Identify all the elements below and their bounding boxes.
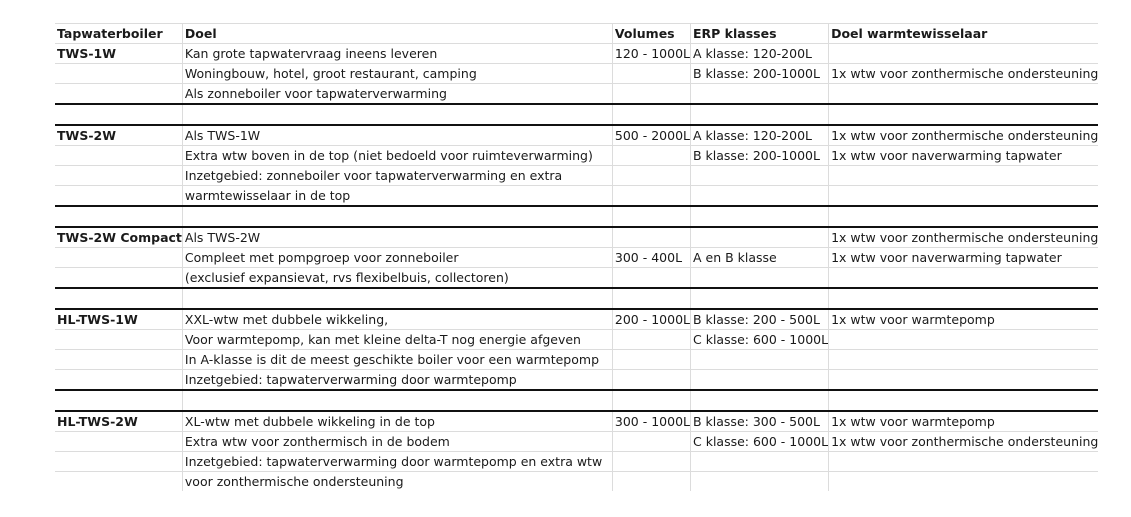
- separator-cell: [829, 288, 1099, 309]
- volumes-cell: [612, 166, 690, 186]
- volumes-cell: 500 - 2000L: [612, 125, 690, 146]
- erp-klasses-cell: A en B klasse: [691, 248, 829, 268]
- table-row: [55, 186, 1098, 207]
- erp-klasses-cell: [691, 166, 829, 186]
- group-separator-row: [55, 104, 1098, 125]
- tapwaterboiler-cell: [55, 186, 182, 207]
- separator-cell: [612, 206, 690, 227]
- doel-cell: XL-wtw met dubbele wikkeling in de top: [182, 411, 612, 432]
- doel-cell: Compleet met pompgroep voor zonneboiler: [182, 248, 612, 268]
- doel-warmtewisselaar-cell: 1x wtw voor naverwarming tapwater: [829, 248, 1099, 268]
- doel-cell: Als TWS-2W: [182, 227, 612, 248]
- table-row: [55, 64, 1098, 84]
- table-row: [55, 268, 1098, 289]
- erp-klasses-cell: C klasse: 600 - 1000L: [691, 330, 829, 350]
- volumes-cell: [612, 268, 690, 289]
- separator-cell: [691, 104, 829, 125]
- erp-klasses-cell: B klasse: 300 - 500L: [691, 411, 829, 432]
- erp-klasses-cell: [691, 84, 829, 105]
- doel-warmtewisselaar-cell: 1x wtw voor zonthermische ondersteuning: [829, 227, 1099, 248]
- volumes-cell: [612, 472, 690, 492]
- group-separator-row: [55, 288, 1098, 309]
- separator-cell: [55, 390, 182, 411]
- erp-klasses-cell: B klasse: 200-1000L: [691, 146, 829, 166]
- volumes-cell: [612, 350, 690, 370]
- erp-klasses-cell: [691, 186, 829, 207]
- tapwaterboiler-cell: [55, 330, 182, 350]
- table-row: [55, 452, 1098, 472]
- doel-warmtewisselaar-cell: [829, 472, 1099, 492]
- erp-klasses-cell: [691, 472, 829, 492]
- tapwaterboiler-cell: [55, 432, 182, 452]
- table-row: [55, 248, 1098, 268]
- table-row: [55, 227, 1098, 248]
- volumes-cell: 300 - 1000L: [612, 411, 690, 432]
- table-row: [55, 146, 1098, 166]
- tapwaterboiler-cell: [55, 370, 182, 391]
- tapwaterboiler-cell: [55, 64, 182, 84]
- volumes-cell: [612, 84, 690, 105]
- doel-cell: In A-klasse is dit de meest geschikte boiler voor een warmtepomp: [182, 350, 612, 370]
- doel-warmtewisselaar-cell: 1x wtw voor naverwarming tapwater: [829, 146, 1099, 166]
- separator-cell: [55, 288, 182, 309]
- doel-cell: warmtewisselaar in de top: [182, 186, 612, 207]
- tapwaterboiler-cell: [55, 84, 182, 105]
- table-body: [55, 24, 1098, 492]
- tapwaterboiler-cell: [55, 350, 182, 370]
- doel-cell: Als TWS-1W: [182, 125, 612, 146]
- erp-klasses-cell: [691, 452, 829, 472]
- doel-cell: voor zonthermische ondersteuning: [182, 472, 612, 492]
- separator-cell: [55, 206, 182, 227]
- separator-cell: [182, 390, 612, 411]
- doel-cell: Als zonneboiler voor tapwaterverwarming: [182, 84, 612, 105]
- volumes-cell: [612, 370, 690, 391]
- doel-warmtewisselaar-cell: 1x wtw voor zonthermische ondersteuning: [829, 64, 1099, 84]
- volumes-cell: [612, 452, 690, 472]
- tapwaterboiler-cell: [55, 472, 182, 492]
- doel-cell: Inzetgebied: tapwaterverwarming door warmtepomp: [182, 370, 612, 391]
- header-doel: Doel: [182, 24, 612, 44]
- tapwaterboiler-cell: [55, 146, 182, 166]
- erp-klasses-cell: [691, 268, 829, 289]
- table-row: [55, 411, 1098, 432]
- tapwaterboiler-cell: HL-TWS-1W: [55, 309, 182, 330]
- erp-klasses-cell: A klasse: 120-200L: [691, 44, 829, 64]
- doel-cell: Extra wtw boven in de top (niet bedoeld voor ruimteverwarming): [182, 146, 612, 166]
- doel-cell: XXL-wtw met dubbele wikkeling,: [182, 309, 612, 330]
- separator-cell: [55, 104, 182, 125]
- erp-klasses-cell: B klasse: 200 - 500L: [691, 309, 829, 330]
- separator-cell: [691, 390, 829, 411]
- tapwaterboiler-cell: [55, 248, 182, 268]
- group-separator-row: [55, 206, 1098, 227]
- header-tapwaterboiler: Tapwaterboiler: [55, 24, 182, 44]
- volumes-cell: 200 - 1000L: [612, 309, 690, 330]
- erp-klasses-cell: [691, 350, 829, 370]
- table-row: [55, 84, 1098, 105]
- erp-klasses-cell: [691, 227, 829, 248]
- table-row: [55, 44, 1098, 64]
- volumes-cell: [612, 186, 690, 207]
- tapwaterboiler-cell: [55, 268, 182, 289]
- table-row: [55, 370, 1098, 391]
- header-volumes: Volumes: [612, 24, 690, 44]
- separator-cell: [691, 288, 829, 309]
- boiler-spec-table: [55, 23, 1098, 491]
- volumes-cell: [612, 432, 690, 452]
- separator-cell: [691, 206, 829, 227]
- tapwaterboiler-cell: [55, 452, 182, 472]
- doel-warmtewisselaar-cell: 1x wtw voor zonthermische ondersteuning: [829, 432, 1099, 452]
- separator-cell: [182, 104, 612, 125]
- erp-klasses-cell: B klasse: 200-1000L: [691, 64, 829, 84]
- doel-warmtewisselaar-cell: [829, 370, 1099, 391]
- doel-cell: Inzetgebied: zonneboiler voor tapwaterverwarming en extra: [182, 166, 612, 186]
- tapwaterboiler-cell: TWS-2W Compact: [55, 227, 182, 248]
- table-row: [55, 350, 1098, 370]
- doel-cell: Woningbouw, hotel, groot restaurant, camping: [182, 64, 612, 84]
- header-row: [55, 24, 1098, 44]
- table-row: [55, 309, 1098, 330]
- table-row: [55, 472, 1098, 492]
- volumes-cell: [612, 64, 690, 84]
- doel-warmtewisselaar-cell: [829, 166, 1099, 186]
- doel-cell: Extra wtw voor zonthermisch in de bodem: [182, 432, 612, 452]
- doel-cell: Inzetgebied: tapwaterverwarming door warmtepomp en extra wtw: [182, 452, 612, 472]
- group-separator-row: [55, 390, 1098, 411]
- doel-warmtewisselaar-cell: 1x wtw voor warmtepomp: [829, 309, 1099, 330]
- doel-warmtewisselaar-cell: [829, 268, 1099, 289]
- doel-cell: (exclusief expansievat, rvs flexibelbuis, collectoren): [182, 268, 612, 289]
- doel-warmtewisselaar-cell: 1x wtw voor zonthermische ondersteuning: [829, 125, 1099, 146]
- volumes-cell: [612, 227, 690, 248]
- table-row: [55, 432, 1098, 452]
- doel-warmtewisselaar-cell: [829, 44, 1099, 64]
- table-row: [55, 125, 1098, 146]
- doel-warmtewisselaar-cell: [829, 350, 1099, 370]
- volumes-cell: [612, 146, 690, 166]
- separator-cell: [612, 390, 690, 411]
- header-erp-klasses: ERP klasses: [691, 24, 829, 44]
- separator-cell: [612, 288, 690, 309]
- tapwaterboiler-cell: [55, 166, 182, 186]
- separator-cell: [829, 104, 1099, 125]
- separator-cell: [829, 390, 1099, 411]
- volumes-cell: 120 - 1000L: [612, 44, 690, 64]
- doel-warmtewisselaar-cell: 1x wtw voor warmtepomp: [829, 411, 1099, 432]
- separator-cell: [182, 288, 612, 309]
- volumes-cell: 300 - 400L: [612, 248, 690, 268]
- volumes-cell: [612, 330, 690, 350]
- separator-cell: [829, 206, 1099, 227]
- header-doel-warmtewisselaar: Doel warmtewisselaar: [829, 24, 1099, 44]
- tapwaterboiler-cell: HL-TWS-2W: [55, 411, 182, 432]
- erp-klasses-cell: C klasse: 600 - 1000L: [691, 432, 829, 452]
- table-row: [55, 166, 1098, 186]
- tapwaterboiler-cell: TWS-1W: [55, 44, 182, 64]
- doel-warmtewisselaar-cell: [829, 330, 1099, 350]
- erp-klasses-cell: A klasse: 120-200L: [691, 125, 829, 146]
- tapwaterboiler-cell: TWS-2W: [55, 125, 182, 146]
- doel-warmtewisselaar-cell: [829, 186, 1099, 207]
- erp-klasses-cell: [691, 370, 829, 391]
- doel-cell: Voor warmtepomp, kan met kleine delta-T nog energie afgeven: [182, 330, 612, 350]
- separator-cell: [182, 206, 612, 227]
- doel-warmtewisselaar-cell: [829, 452, 1099, 472]
- separator-cell: [612, 104, 690, 125]
- table-row: [55, 330, 1098, 350]
- doel-warmtewisselaar-cell: [829, 84, 1099, 105]
- doel-cell: Kan grote tapwatervraag ineens leveren: [182, 44, 612, 64]
